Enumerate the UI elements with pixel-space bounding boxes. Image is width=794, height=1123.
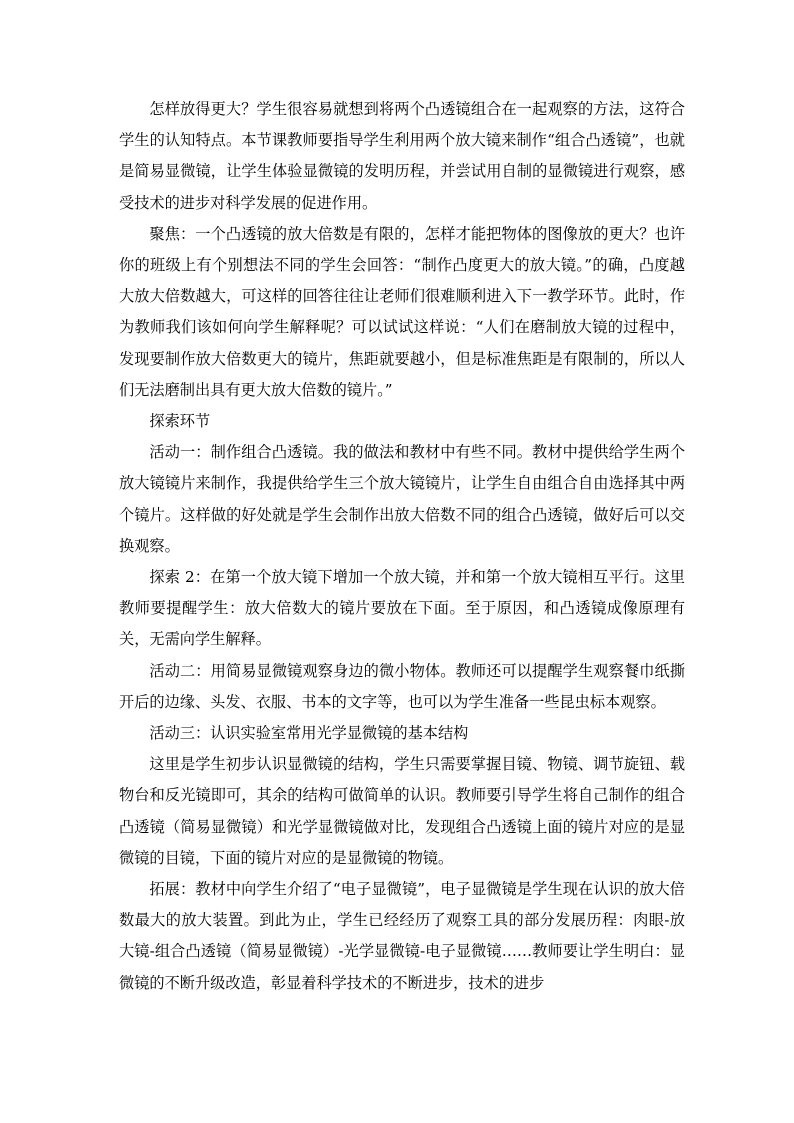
document-page [119, 94, 685, 999]
paragraph-activity-three-title: 活动三：认识实验室常用光学显微镜的基本结构 [149, 724, 469, 743]
paragraph-extension: 拓展：教材中向学生介绍了“电子显微镜”，电子显微镜是学生现在认识的放大倍数最大的放大装置。到此为止，学生已经经历了观察工具的部分发展历程：肉眼-放大镜-组合凸透镜（简易显微镜）-光学显微镜-电子显微镜……教师要让学生明白：显微镜的不断升级改造，彰显着科学技术的不断进步，技术的进步 [119, 880, 685, 992]
paragraph-intro: 怎样放得更大？学生很容易就想到将两个凸透镜组合在一起观察的方法，这符合学生的认知特点。本节课教师要指导学生利用两个放大镜来制作“组合凸透镜”，也就是简易显微镜，让学生体验显微镜的发明历程，并尝试用自制的显微镜进行观察，感受技术的进步对科学发展的促进作用。 [119, 100, 685, 212]
paragraph-explore-two: 探索 2：在第一个放大镜下增加一个放大镜，并和第一个放大镜相互平行。这里教师要提醒学生：放大倍数大的镜片要放在下面。至于原因，和凸透镜成像原理有关，无需向学生解释。 [119, 568, 685, 649]
paragraph-focus: 聚焦：一个凸透镜的放大倍数是有限的，怎样才能把物体的图像放的更大？也许你的班级上有个别想法不同的学生会回答：“制作凸度更大的放大镜。”的确，凸度越大放大倍数越大，可这样的回答往往让老师们很难顺利进入下一教学环节。此时，作为教师我们该如何向学生解释呢？可以试试这样说：“人们在磨制放大镜的过程中，发现要制作放大倍数更大的镜片，焦距就要越小，但是标准焦距是有限制的，所以人们无法磨制出具有更大放大倍数的镜片。” [119, 224, 685, 399]
paragraph-activity-one: 活动一：制作组合凸透镜。我的做法和教材中有些不同。教材中提供给学生两个放大镜镜片来制作，我提供给学生三个放大镜镜片，让学生自由组合自由选择其中两个镜片。这样做的好处就是学生会制作出放大倍数不同的组合凸透镜，做好后可以交换观察。 [119, 443, 685, 555]
section-heading-explore: 探索环节 [149, 412, 211, 431]
paragraph-activity-two: 活动二：用简易显微镜观察身边的微小物体。教师还可以提醒学生观察餐巾纸撕开后的边缘、头发、衣服、书本的文字等，也可以为学生准备一些昆虫标本观察。 [119, 661, 685, 711]
paragraph-microscope-structure: 这里是学生初步认识显微镜的结构，学生只需要掌握目镜、物镜、调节旋钮、载物台和反光镜即可，其余的结构可做简单的认识。教师要引导学生将自己制作的组合凸透镜（简易显微镜）和光学显微镜做对比，发现组合凸透镜上面的镜片对应的是显微镜的目镜，下面的镜片对应的是显微镜的物镜。 [119, 755, 685, 867]
